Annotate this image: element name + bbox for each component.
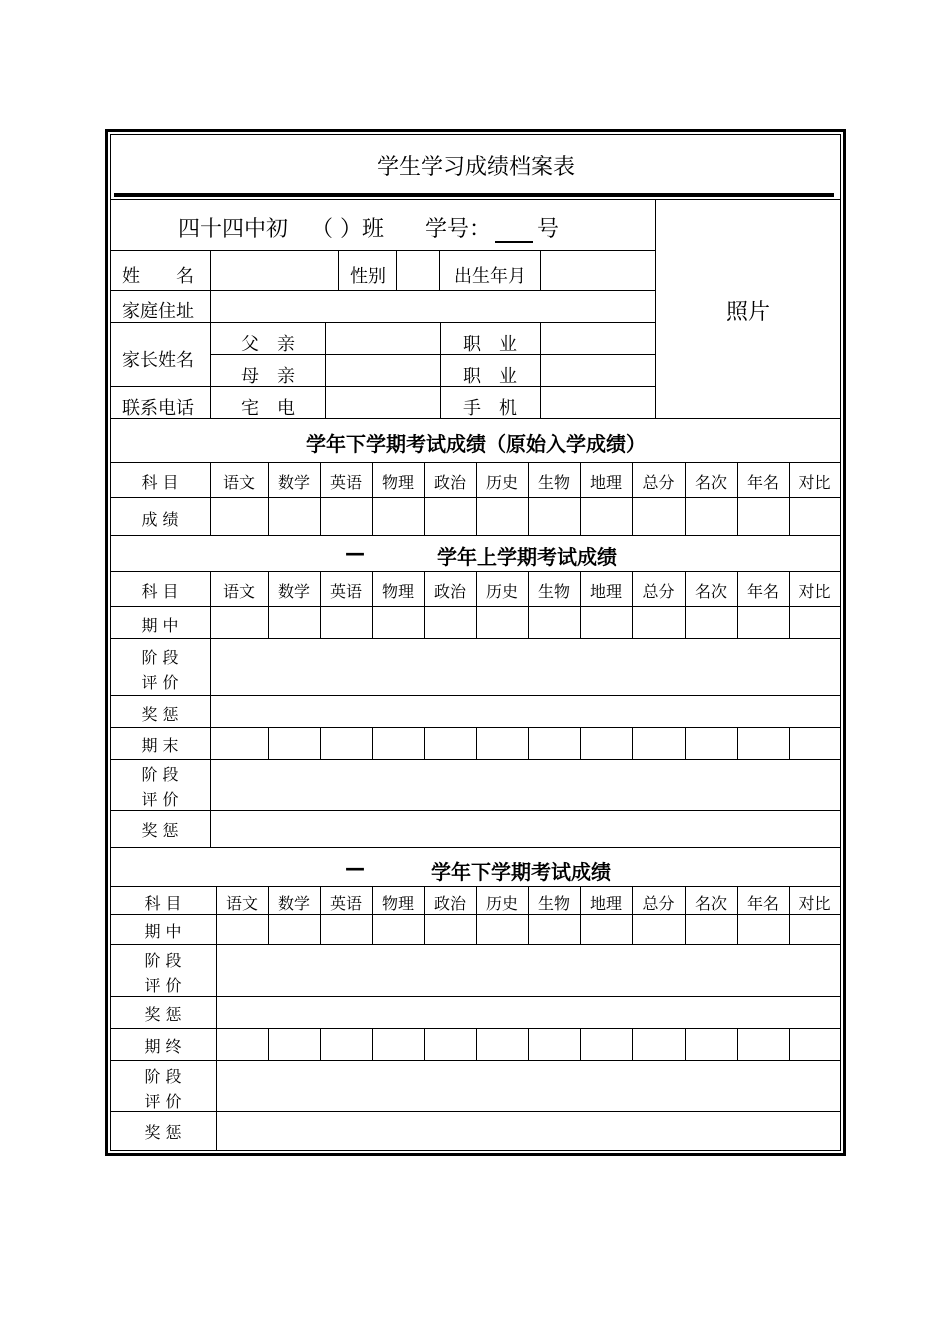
section2-eval1-line1: 阶 段 [141, 648, 179, 667]
mother-job-label: 职 业 [463, 366, 517, 387]
class-text: （ ）班 [311, 217, 385, 242]
section2-subject-11: 对比 [798, 582, 831, 601]
section2-dash: — [345, 541, 365, 565]
section3-subject-3: 物理 [381, 894, 415, 913]
section2-reward1-label: 奖 惩 [141, 705, 179, 724]
birth-label: 出生年月 [454, 266, 526, 287]
section1-subject-1: 数学 [277, 473, 311, 492]
section3-subject-7: 地理 [589, 894, 623, 913]
section3-reward2-label: 奖 惩 [144, 1123, 182, 1142]
section2-subject-4: 政治 [433, 582, 467, 601]
section2-subject-0: 语文 [222, 582, 256, 601]
section2-subject-8: 总分 [642, 582, 675, 601]
mother-label: 母 亲 [241, 366, 295, 387]
section3-eval1-line2: 评 价 [144, 976, 182, 995]
section3-subject-10: 年名 [746, 894, 780, 913]
section2-reward2-label: 奖 惩 [141, 821, 179, 840]
section3-subject-4: 政治 [433, 894, 467, 913]
section1-subject-5: 历史 [485, 473, 519, 492]
address-label: 家庭住址 [122, 301, 194, 322]
section3-title: 学年下学期考试成绩 [431, 860, 611, 884]
section3-subject-9: 名次 [694, 894, 728, 913]
section2-subject-2: 英语 [329, 582, 363, 601]
section1-subject-9: 名次 [694, 473, 728, 492]
section3-subject-0: 语文 [225, 894, 259, 913]
name-label: 姓 名 [122, 266, 194, 287]
section3-eval2-line1: 阶 段 [144, 1067, 182, 1086]
phone-label: 联系电话 [122, 398, 194, 419]
section2-title: 学年上学期考试成绩 [437, 545, 617, 569]
section3-subject-label: 科 目 [144, 894, 182, 913]
section3-midterm-label: 期 中 [144, 922, 182, 941]
section2-subject-1: 数学 [277, 582, 311, 601]
section1-score-label: 成 绩 [141, 510, 179, 529]
section1-subject-3: 物理 [381, 473, 415, 492]
section3-subject-8: 总分 [642, 894, 675, 913]
section1-title: 学年下学期考试成绩（原始入学成绩） [306, 432, 646, 456]
section3-eval2-line2: 评 价 [144, 1092, 182, 1111]
section2-subject-9: 名次 [694, 582, 728, 601]
student-no-blank[interactable] [495, 221, 533, 243]
section2-eval2-line2: 评 价 [141, 790, 179, 809]
photo-label: 照片 [725, 300, 771, 325]
section2-subject-7: 地理 [589, 582, 623, 601]
section2-subject-6: 生物 [537, 582, 571, 601]
section2-eval1-line2: 评 价 [141, 673, 179, 692]
title-divider [114, 193, 834, 197]
section3-final-label: 期 终 [144, 1037, 182, 1056]
section3-subject-11: 对比 [798, 894, 831, 913]
class-heading [178, 212, 559, 243]
section1-subject-8: 总分 [642, 473, 675, 492]
gender-label: 性别 [350, 266, 386, 287]
section3-eval1-line1: 阶 段 [144, 951, 182, 970]
student-no-label: 学号： [425, 217, 492, 242]
section3-subject-5: 历史 [485, 894, 519, 913]
section2-midterm-label: 期 中 [141, 616, 179, 635]
section2-final-label: 期 末 [141, 736, 179, 755]
section2-subject-5: 历史 [485, 582, 519, 601]
parent-label: 家长姓名 [122, 350, 194, 371]
father-job-label: 职 业 [463, 334, 517, 355]
section3-subject-6: 生物 [537, 894, 571, 913]
section1-subject-0: 语文 [222, 473, 256, 492]
section1-subject-7: 地理 [589, 473, 623, 492]
section2-subject-3: 物理 [381, 582, 415, 601]
section1-subject-label: 科 目 [141, 473, 179, 492]
section3-subject-1: 数学 [277, 894, 311, 913]
mobile-label: 手 机 [463, 398, 517, 419]
section2-subject-label: 科 目 [141, 582, 179, 601]
section3-dash: — [345, 856, 365, 880]
section1-subject-11: 对比 [798, 473, 831, 492]
section1-subject-6: 生物 [537, 473, 571, 492]
section1-subject-4: 政治 [433, 473, 467, 492]
page-title: 学生学习成绩档案表 [376, 155, 576, 180]
section3-subject-2: 英语 [329, 894, 363, 913]
school-text: 四十四中初 [178, 217, 289, 242]
section1-subject-10: 年名 [746, 473, 780, 492]
section2-subject-10: 年名 [746, 582, 780, 601]
section3-reward1-label: 奖 惩 [144, 1005, 182, 1024]
student-no-suffix: 号 [537, 217, 560, 242]
home-phone-label: 宅 电 [241, 398, 295, 419]
section2-eval2-line1: 阶 段 [141, 765, 179, 784]
father-label: 父 亲 [241, 334, 295, 355]
section1-subject-2: 英语 [329, 473, 363, 492]
